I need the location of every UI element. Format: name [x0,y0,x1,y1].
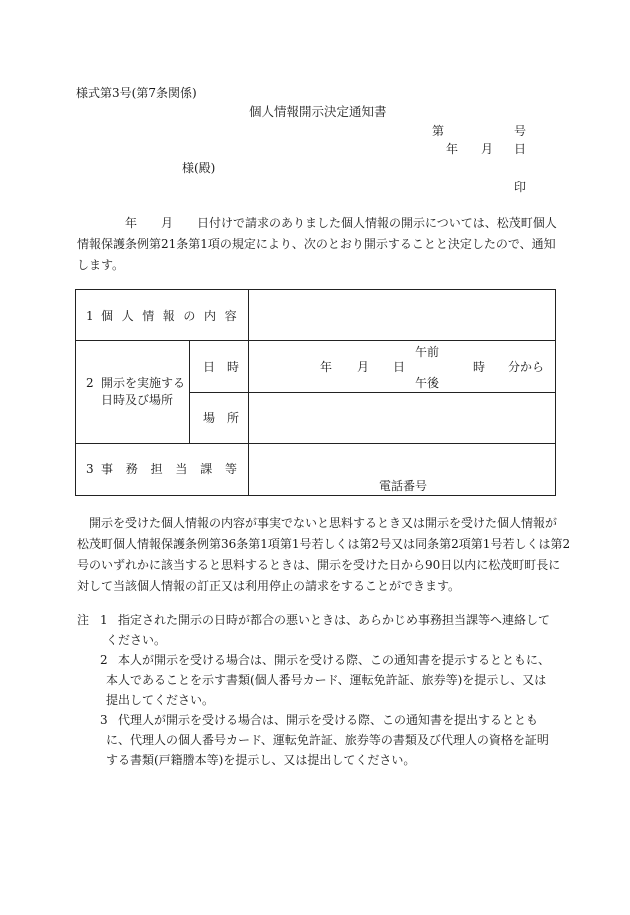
remedy-line: 開示を受けた個人情報の内容が事実でないと思料するとき又は開示を受けた個人情報が [89,516,558,530]
intro-month: 月 [161,216,174,230]
form-number: 様式第3号(第7条関係) [76,86,197,100]
phone-label: 電話番号 [379,479,428,493]
intro-line2: 情報保護条例第21条第1項の規定により、次のとおり開示することと決定したので、通知 [77,237,556,251]
intro-paragraph [77,213,555,276]
note-line: する書類(戸籍謄本等)を提示し、又は提出してください。 [106,753,416,767]
note-line: 代理人が開示を受ける場合は、開示を受ける際、この通知書を提出するととも [118,713,539,727]
remedy-line: 号のいずれかに該当すると思料するときは、開示を受けた日から90日以内に松茂町町長に [77,558,561,572]
dt-minute-from: 分から [508,360,545,374]
dt-month: 月 [357,360,370,374]
pm-label: 午後 [415,376,440,390]
note-line: 提出してください。 [106,693,215,707]
document-title: 個人情報開示決定通知書 [249,104,387,119]
disclosure-table [75,289,556,496]
header-year: 年 [446,142,459,156]
number-dai: 第 [432,124,445,138]
notes-prefix: 注 [77,613,90,627]
remedy-line: 対して当該個人情報の訂正又は利用停止の請求をすることができます。 [77,579,461,593]
remedy-line: 松茂町個人情報保護条例第36条第1項第1号若しくは第2号又は同条第2項第1号若しくは第2 [77,537,571,551]
intro-line1: 付けで請求のありました個人情報の開示については、松茂町個人 [209,216,557,230]
note-line: ください。 [106,633,167,647]
row2-label-line1: 開示を実施する [101,376,186,390]
addressee: 様(殿) [182,161,216,175]
note-line: に、代理人の個人番号カード、運転免許証、旅券等の書類及び代理人の資格を証明 [106,733,549,747]
am-label: 午前 [415,345,440,359]
place-label: 場 所 [203,411,240,425]
intro-year: 年 [125,216,138,230]
intro-line3: します。 [77,258,125,272]
row3-number: 3 [86,462,94,476]
note-number: 2 [100,653,108,667]
row2-number: 2 [86,376,94,390]
note-line: 本人が開示を受ける場合は、開示を受ける際、この通知書を提示するとともに、 [118,653,551,667]
intro-day: 日 [197,216,210,230]
remedy-paragraph [77,513,571,597]
seal-mark: 印 [514,180,527,194]
dt-year: 年 [320,360,333,374]
note-line: 指定された開示の日時が都合の悪いときは、あらかじめ事務担当課等へ連絡して [118,613,551,627]
row2-label-line2: 日時及び場所 [101,393,174,407]
dt-hour: 時 [473,360,486,374]
row3-label: 事務担当課等 [101,462,250,476]
note-line: 本人であることを示す書類(個人番号カード、運転免許証、旅券等)を提示し、又は [106,673,547,687]
note-number: 1 [100,613,108,627]
number-go: 号 [514,124,527,138]
row1-number: 1 [86,309,94,323]
dt-day: 日 [393,360,406,374]
header-month: 月 [481,142,494,156]
header-day: 日 [514,142,527,156]
datetime-label: 日 時 [203,360,240,374]
row1-label: 個人情報の内容 [101,309,246,323]
note-number: 3 [100,713,108,727]
